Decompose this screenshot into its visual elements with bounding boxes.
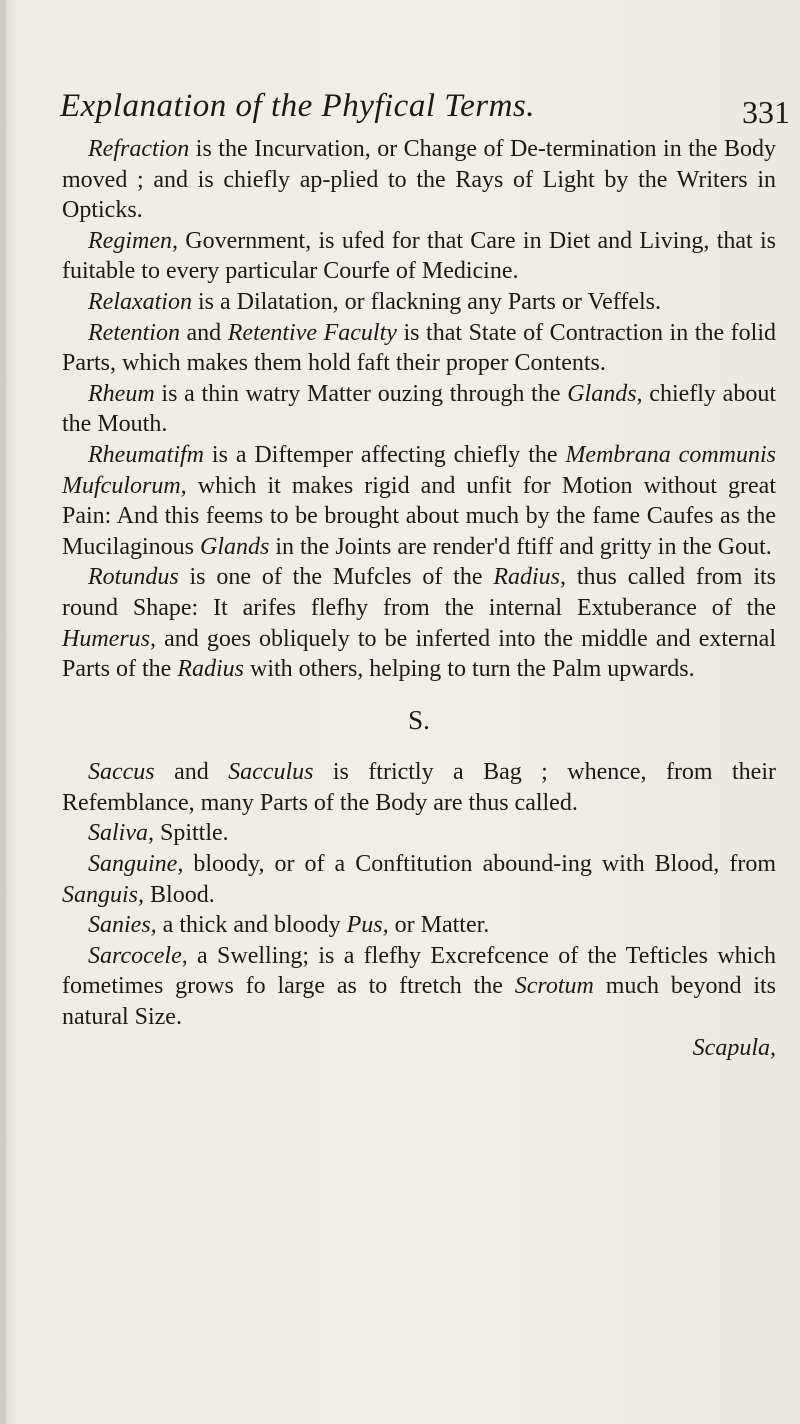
term: Sacculus (228, 759, 314, 786)
definition: is that State of Contraction in the folid Parts, which makes them hold faft their proper Contents. (62, 319, 776, 377)
term: Saccus (88, 759, 155, 786)
term: Relaxation (88, 288, 192, 315)
definition: Government, is ufed for that Care in Diet and Living, that is fuitable to every particular Courfe of Medicine. (62, 227, 776, 285)
term: Rheumatifm (88, 441, 204, 468)
term: Radius, (493, 564, 566, 591)
entry-rheumatism (62, 440, 776, 562)
term: Sarcocele, (88, 942, 188, 969)
definition: is a thin watry Matter ouzing through the (154, 380, 568, 407)
definition: chiefly about the Mouth. (62, 380, 776, 438)
definition: is the Incurvation, or Change of De-termination in the Body moved ; and is chiefly ap-plied to the Rays of Light by the Writers in Opticks. (62, 136, 776, 224)
definition: and (179, 319, 228, 346)
term: Membrana communis Mufculorum, (62, 441, 776, 499)
entry-sanguine (62, 849, 776, 910)
definition: in the Joints are render'd ftiff and gritty in the Gout. (269, 533, 772, 560)
entry-refraction (62, 134, 776, 226)
entry-retention (62, 318, 776, 379)
section-letter: S. (408, 704, 430, 735)
term: Retentive Faculty (227, 319, 397, 346)
definition: Blood. (144, 881, 215, 908)
definition: is one of the Mufcles of the (178, 564, 494, 591)
term: Sanguis, (62, 881, 145, 908)
definition: or Matter. (388, 912, 490, 939)
definition: much beyond its natural Size. (62, 973, 776, 1031)
term: Sanguine, (88, 851, 184, 878)
term: Rheum (88, 380, 155, 407)
term: Glands, (567, 380, 643, 407)
page-number: 331 (742, 94, 790, 130)
entry-sanies (62, 910, 776, 941)
definition: is a Diftemper affecting chiefly the (203, 441, 566, 468)
term: Regimen, (88, 227, 178, 254)
running-head: Explanation of the Phyfical Terms. (60, 88, 535, 124)
term: Glands (200, 533, 270, 560)
catchword: Scapula, (692, 1034, 776, 1061)
definition: and goes obliquely to be inferted into the middle and external Parts of the (62, 625, 776, 683)
page-header (60, 88, 790, 138)
definition: Spittle. (154, 820, 229, 847)
definition: thus called from its round Shape: It arifes flefhy from the internal Extuberance of the (62, 564, 776, 621)
entry-saccus (62, 757, 776, 818)
term: Humerus, (62, 625, 156, 652)
entry-regimen (62, 226, 776, 287)
definition: which it makes rigid and unfit for Motion without great Pain: And this feems to be brought about much by the fame Caufes as the Mucilaginous (62, 472, 776, 560)
definition: with others, helping to turn the Palm upwards. (243, 656, 695, 683)
term: Scrotum (514, 973, 594, 1000)
definition: bloody, or of a Conftitution abound-ing with Blood, from (183, 851, 776, 878)
term: Saliva, (88, 820, 154, 847)
definition: is ftrictly a Bag ; whence, from their Refemblance, many Parts of the Body are thus called. (62, 759, 776, 816)
glossary-body (62, 134, 776, 1087)
term: Rotundus (88, 564, 179, 591)
page-binding-edge (0, 0, 6, 1424)
term: Retention (88, 319, 180, 346)
term: Sanies, (88, 912, 157, 939)
term: Radius (177, 656, 244, 683)
definition: a Swelling; is a flefhy Excrefcence of the Tefticles which fometimes grows fo large as to ftretch the (62, 942, 776, 1000)
definition: is a Dilatation, or flackning any Parts or Veffels. (191, 288, 661, 315)
entry-saliva (62, 818, 776, 849)
definition: and (154, 759, 229, 786)
entry-sarcocele (62, 941, 776, 1033)
entry-rheum (62, 379, 776, 440)
definition: a thick and bloody (156, 912, 347, 939)
term: Refraction (88, 136, 190, 162)
entry-rotundus (62, 562, 776, 684)
term: Pus, (346, 912, 389, 939)
entry-relaxation (62, 287, 776, 318)
